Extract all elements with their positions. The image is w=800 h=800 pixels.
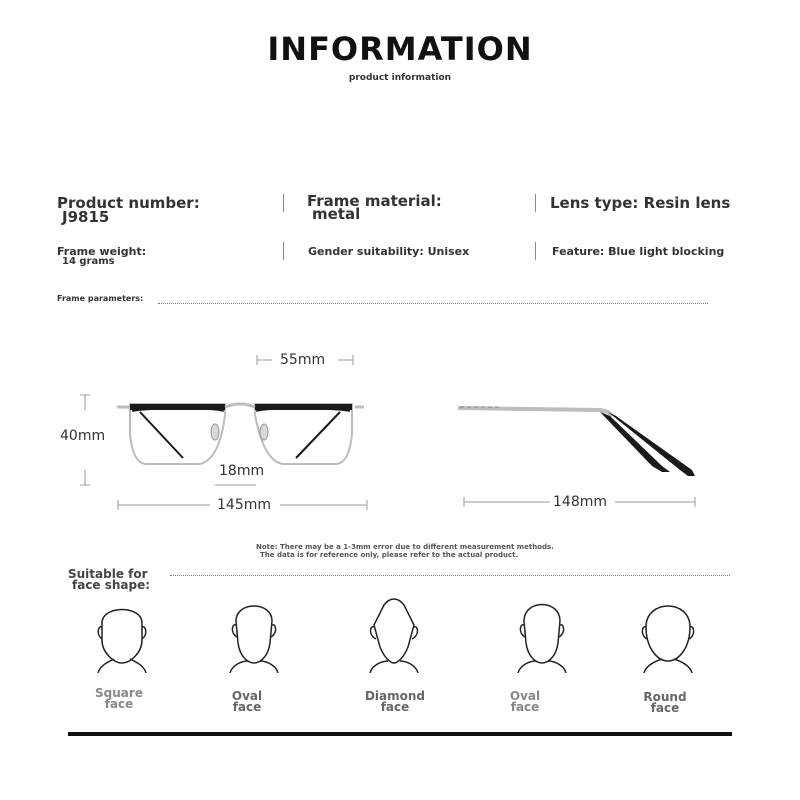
frame-parameters-label: Frame parameters: xyxy=(57,294,144,303)
frame-width-label: 145mm xyxy=(217,497,271,513)
diamond-face-icon xyxy=(362,595,426,673)
face-caption-line1: Square xyxy=(95,686,143,700)
divider xyxy=(283,194,284,212)
face-caption-diamond xyxy=(350,691,440,713)
face-caption-line1: Oval xyxy=(509,689,541,703)
face-caption-line2: face xyxy=(510,700,540,714)
face-shape-heading-line1: Suitable for xyxy=(68,567,148,581)
temple-length-label: 148mm xyxy=(553,494,607,510)
page-title: INFORMATION xyxy=(267,30,533,68)
gender-suitability: Gender suitability: Unisex xyxy=(308,245,470,258)
divider xyxy=(283,242,284,260)
face-caption-line1: Oval xyxy=(231,689,263,703)
face-caption-line2: face xyxy=(104,697,134,711)
measurement-note-line2: The data is for reference only, please refer to the actual product. xyxy=(260,551,519,559)
frame-weight-value: 14 grams xyxy=(62,256,115,267)
oval-face-icon xyxy=(510,595,574,673)
round-face-icon xyxy=(636,595,700,673)
face-caption-square xyxy=(84,688,154,710)
frame-weight-label: Frame weight: xyxy=(57,245,147,258)
face-caption-line2: face xyxy=(232,700,262,714)
feature: Feature: Blue light blocking xyxy=(552,245,725,258)
dotted-rule xyxy=(170,575,730,576)
face-caption-line1: Round xyxy=(643,690,687,704)
divider xyxy=(535,194,536,212)
measurement-note-line1: Note: There may be a 1-3mm error due to different measurement methods. xyxy=(256,543,554,551)
lens-width-label: 55mm xyxy=(280,352,326,368)
frame-material-value: metal xyxy=(312,205,361,223)
lens-type: Lens type: Resin lens xyxy=(550,194,731,212)
page-subtitle: product information xyxy=(348,73,452,83)
face-caption-line2: face xyxy=(380,700,410,714)
product-number-label: Product number: xyxy=(57,194,200,212)
bottom-divider xyxy=(68,732,732,736)
face-caption-line2: face xyxy=(650,701,680,715)
face-caption-line1: Diamond xyxy=(364,689,426,703)
oval-face-icon xyxy=(222,595,286,673)
face-caption-oval xyxy=(212,691,282,713)
frame-material-label: Frame material: xyxy=(307,192,442,210)
square-face-icon xyxy=(90,595,154,673)
lens-height-label: 40mm xyxy=(60,428,106,444)
divider xyxy=(535,242,536,260)
dotted-rule xyxy=(158,303,708,304)
bridge-label: 18mm xyxy=(219,463,265,479)
face-caption-oval xyxy=(490,691,560,713)
face-caption-round xyxy=(630,692,700,714)
product-number-value: J9815 xyxy=(62,208,110,226)
face-shape-heading-line2: face shape: xyxy=(72,578,151,592)
